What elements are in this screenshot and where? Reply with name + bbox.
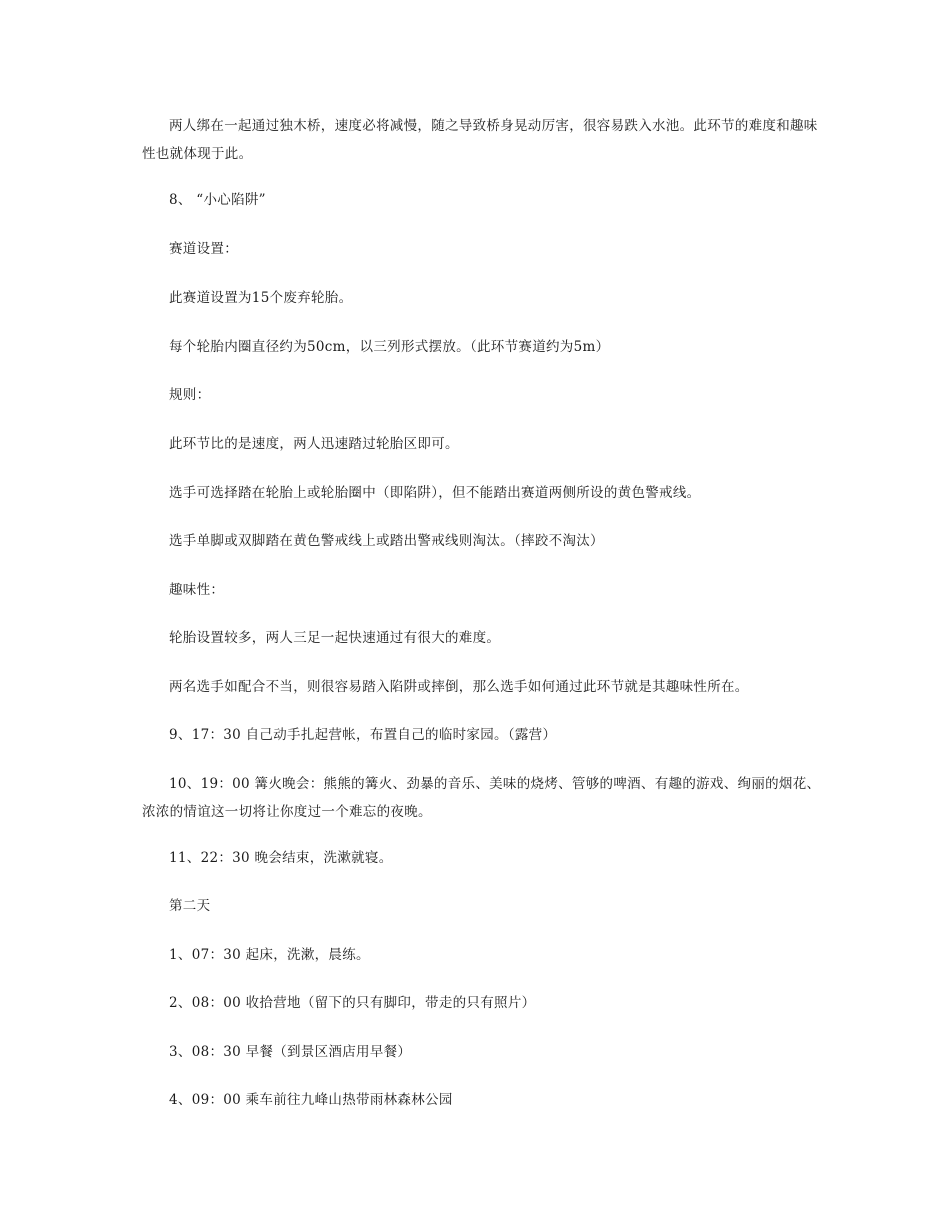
paragraph-day2-item-4: 4、09：00 乘车前往九峰山热带雨林森林公园: [169, 1092, 453, 1108]
paragraph-track-setup-heading: 赛道设置：: [169, 241, 238, 257]
paragraph-fun-difficulty: 轮胎设置较多，两人三足一起快速通过有很大的难度。: [169, 630, 501, 646]
paragraph-track-tires: 此赛道设置为15个废弃轮胎。: [169, 290, 353, 306]
paragraph-rule-trap: 选手可选择踏在轮胎上或轮胎圈中（即陷阱），但不能踏出赛道两侧所设的黄色警戒线。: [169, 485, 701, 501]
paragraph-item-11-end: 11、22：30 晚会结束，洗漱就寝。: [169, 850, 393, 866]
paragraph-fun-cooperation: 两名选手如配合不当，则很容易踏入陷阱或摔倒，那么选手如何通过此环节就是其趣味性所在。: [169, 679, 749, 695]
paragraph-day2-item-2: 2、08：00 收拾营地（留下的只有脚印，带走的只有照片）: [169, 995, 536, 1011]
paragraph-item-10-bonfire: 10、19：00 篝火晚会：熊熊的篝火、劲暴的音乐、美味的烧烤、管够的啤酒、有趣的游戏、绚丽的烟花、浓浓的情谊这一切将让你度过一个难忘的夜晚。: [142, 776, 821, 820]
paragraph-day2-item-1: 1、07：30 起床，洗漱，晨练。: [169, 947, 370, 963]
paragraph-tire-diameter: 每个轮胎内圈直径约为50cm，以三列形式摆放。（此环节赛道约为5m）: [169, 339, 610, 355]
paragraph-rules-heading: 规则：: [169, 387, 211, 403]
paragraph-day-two-heading: 第二天: [169, 898, 211, 914]
paragraph-day2-item-3: 3、08：30 早餐（到景区酒店用早餐）: [169, 1044, 412, 1060]
paragraph-item-9-camping: 9、17：30 自己动手扎起营帐，布置自己的临时家园。（露营）: [169, 727, 557, 743]
paragraph-bridge-difficulty: 两人绑在一起通过独木桥，速度必将减慢，随之导致桥身晃动厉害，很容易跌入水池。此环节的难度和趣味性也就体现于此。: [142, 118, 818, 162]
paragraph-rule-speed: 此环节比的是速度，两人迅速踏过轮胎区即可。: [169, 436, 459, 452]
paragraph-fun-heading: 趣味性：: [169, 582, 225, 598]
paragraph-rule-elimination: 选手单脚或双脚踏在黄色警戒线上或踏出警戒线则淘汰。（摔跤不淘汰）: [169, 533, 604, 549]
paragraph-section-8-title: 8、 “小心陷阱”: [169, 192, 266, 208]
